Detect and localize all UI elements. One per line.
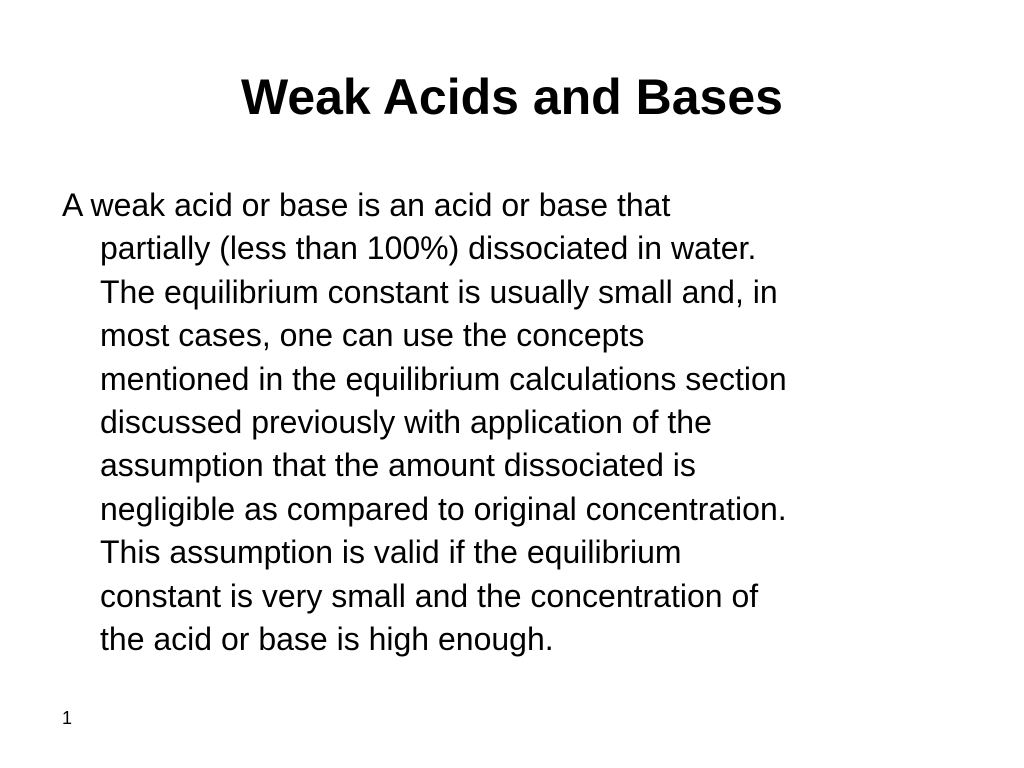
- slide-number: 1: [62, 708, 73, 728]
- body-line: the acid or base is high enough.: [100, 621, 554, 658]
- body-line: constant is very small and the concentration of: [100, 577, 759, 614]
- body-line: A weak acid or base is an acid or base that: [62, 187, 671, 223]
- body-line: assumption that the amount dissociated is: [100, 447, 696, 484]
- slide-body-paragraph: [62, 184, 1010, 661]
- body-line: mentioned in the equilibrium calculations section: [100, 360, 787, 397]
- body-line: This assumption is valid if the equilibrium: [100, 534, 682, 571]
- body-line: most cases, one can use the concepts: [100, 317, 645, 354]
- slide-title: Weak Acids and Bases: [241, 69, 783, 125]
- body-line: discussed previously with application of the: [100, 404, 712, 441]
- body-line: negligible as compared to original concentration.: [100, 490, 787, 527]
- body-line: partially (less than 100%) dissociated in water.: [100, 230, 757, 267]
- body-line: The equilibrium constant is usually small and, in: [100, 273, 778, 310]
